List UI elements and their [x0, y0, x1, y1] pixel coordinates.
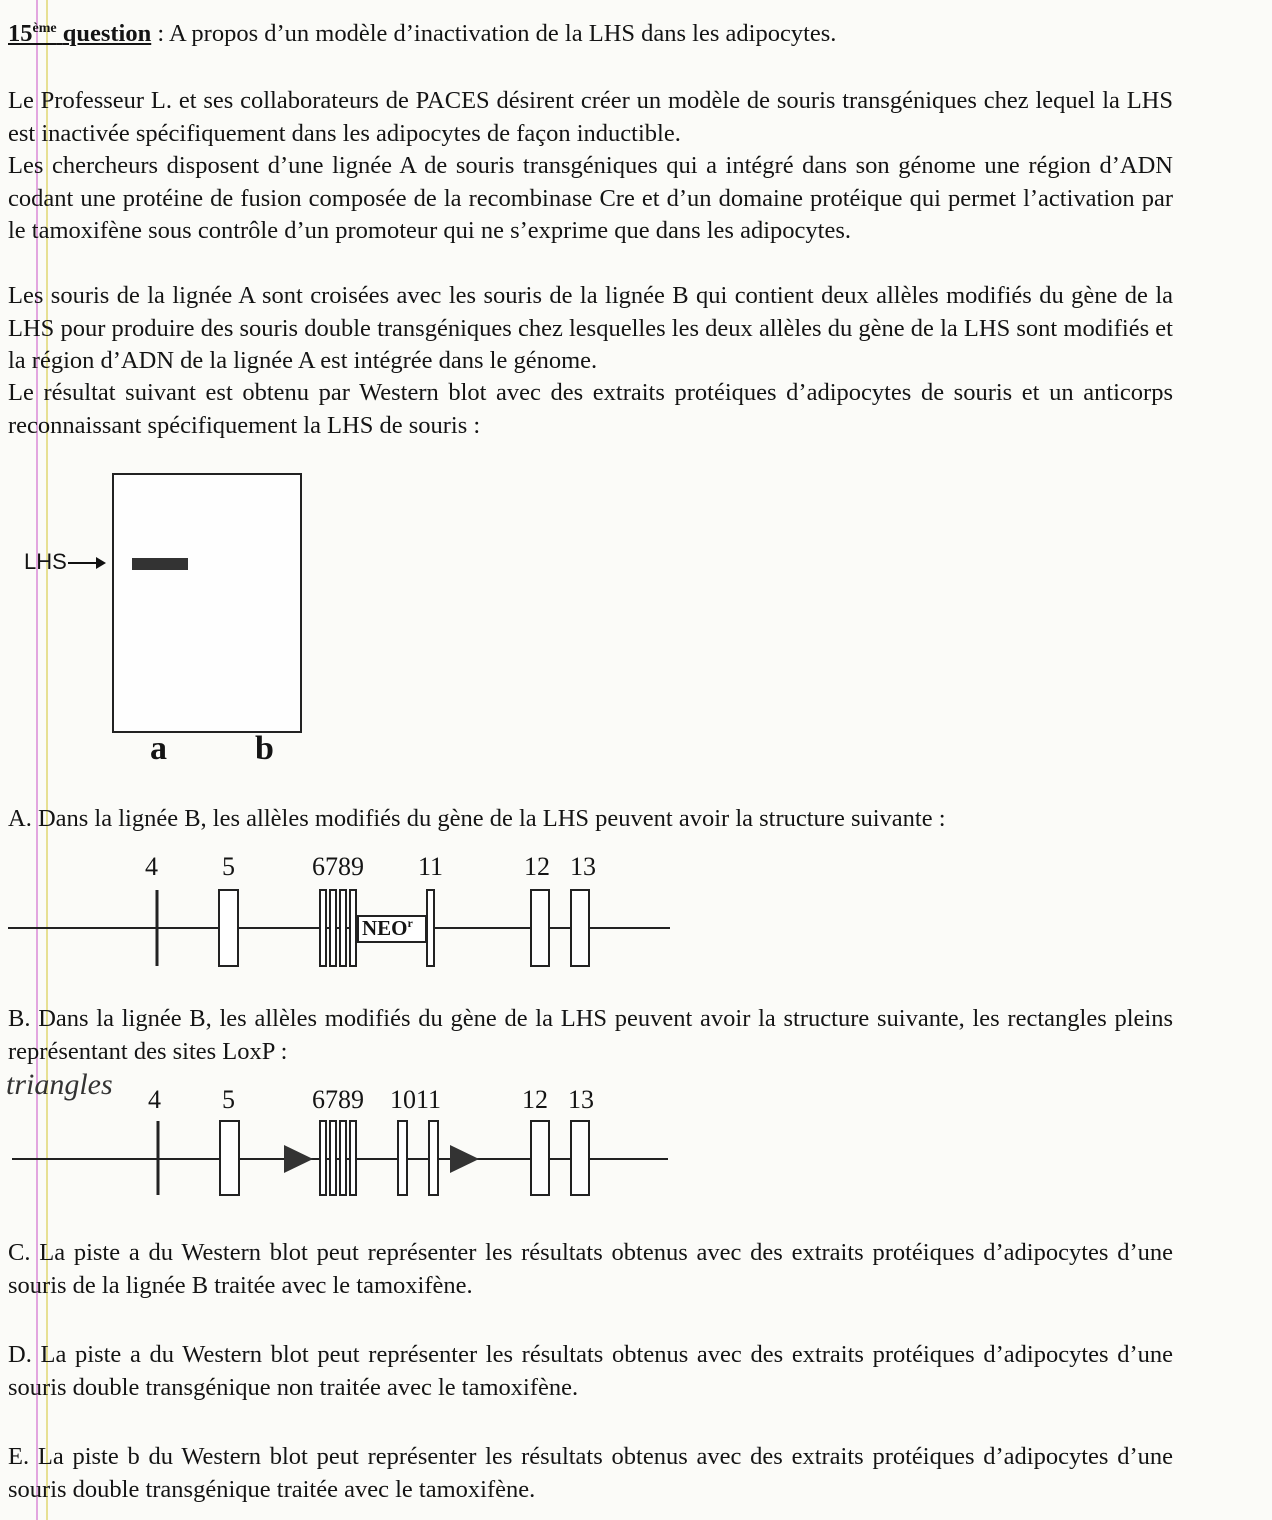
exon-label-6789: 6789	[312, 1085, 364, 1114]
exon-label-1011: 1011	[390, 1085, 442, 1114]
option-a: A. Dans la lignée B, les allèles modifiés du gène de la LHS peuvent avoir la structure suivante :	[8, 805, 946, 832]
lane-label-a: a	[150, 730, 167, 767]
exon-6	[320, 1121, 326, 1195]
exon-label-13: 13	[568, 1085, 594, 1114]
question-topic: : A propos d’un modèle d’inactivation de la LHS dans les adipocytes.	[151, 20, 837, 47]
gene-structure-b	[0, 1083, 680, 1213]
gene-structure-a	[0, 850, 680, 980]
arrow-right-icon	[68, 562, 98, 564]
lane-label-b: b	[255, 730, 274, 767]
gene-diagram-a-svg	[0, 850, 680, 980]
exon-7	[330, 890, 336, 966]
paragraph-lignee-a: Les chercheurs disposent d’une lignée A de souris transgéniques qui a intégré dans son génome une région d’ADN codant une protéine de fusion composée de la recombinase Cre et d’un domaine protéique qui permet l’activation par le tamoxifène sous contrôle d’un promoteur qui ne s’exprime que dans les adipocytes.	[8, 152, 1173, 244]
lhs-band-label: LHS	[24, 549, 67, 574]
loxp-site-2	[450, 1145, 479, 1173]
exon-8	[340, 1121, 346, 1195]
exon-7	[330, 1121, 336, 1195]
exon-9	[350, 890, 356, 966]
paragraph-resultat: Le résultat suivant est obtenu par Western blot avec des extraits protéiques d’adipocytes de souris et un anticorps reconnaissant spécifiquement la LHS de souris :	[8, 379, 1173, 439]
exon-6	[320, 890, 326, 966]
gene-diagram-b-svg	[0, 1083, 680, 1213]
option-e: E. La piste b du Western blot peut représenter les résultats obtenus avec des extraits protéiques d’adipocytes d’une souris double transgénique traitée avec le tamoxifène.	[8, 1443, 1173, 1503]
question-title	[8, 20, 836, 48]
exon-label-5: 5	[222, 852, 235, 881]
exon-label-4: 4	[148, 1085, 161, 1114]
exon-5	[220, 1121, 239, 1195]
exon-label-6789: 6789	[312, 852, 364, 881]
option-b: B. Dans la lignée B, les allèles modifiés du gène de la LHS peuvent avoir la structure suivante, les rectangles pleins représentant des sites LoxP :	[8, 1005, 1173, 1065]
paragraph-intro: Le Professeur L. et ses collaborateurs de PACES désirent créer un modèle de souris transgéniques chez lequel la LHS est inactivée spécifiquement dans les adipocytes de façon inductible.	[8, 87, 1173, 147]
paragraph-croisement: Les souris de la lignée A sont croisées avec les souris de la lignée B qui contient deux allèles modifiés du gène de la LHS pour produire des souris double transgéniques chez lesquelles les deux allèles du gène de la LHS sont modifiés et la région d’ADN de la lignée A est intégrée dans le génome.	[8, 282, 1173, 374]
western-blot	[112, 473, 302, 733]
exon-label-5: 5	[222, 1085, 235, 1114]
option-d: D. La piste a du Western blot peut représenter les résultats obtenus avec des extraits protéiques d’adipocytes d’une souris double transgénique non traitée avec le tamoxifène.	[8, 1341, 1173, 1401]
exon-9	[350, 1121, 356, 1195]
exon-label-12: 12	[524, 852, 550, 881]
exon-5	[219, 890, 238, 966]
exon-13	[571, 890, 589, 966]
exon-label-13: 13	[570, 852, 596, 881]
neo-label: NEO$^r$	[362, 916, 413, 940]
exon-label-12: 12	[522, 1085, 548, 1114]
exon-label-4: 4	[145, 852, 158, 881]
question-number: 15ème question	[8, 20, 152, 47]
exon-13	[571, 1121, 589, 1195]
blot-band-lane-a	[132, 558, 188, 570]
exon-8	[340, 890, 346, 966]
exon-11	[429, 1121, 438, 1195]
exon-label-11: 11	[418, 852, 444, 881]
loxp-site-1	[284, 1145, 313, 1173]
exon-11	[427, 890, 434, 966]
exon-12	[531, 1121, 549, 1195]
exon-12	[531, 890, 549, 966]
handwritten-note: triangles	[6, 1068, 113, 1101]
option-c: C. La piste a du Western blot peut représenter les résultats obtenus avec des extraits protéiques d’adipocytes d’une souris de la lignée B traitée avec le tamoxifène.	[8, 1239, 1173, 1299]
exon-10	[398, 1121, 407, 1195]
